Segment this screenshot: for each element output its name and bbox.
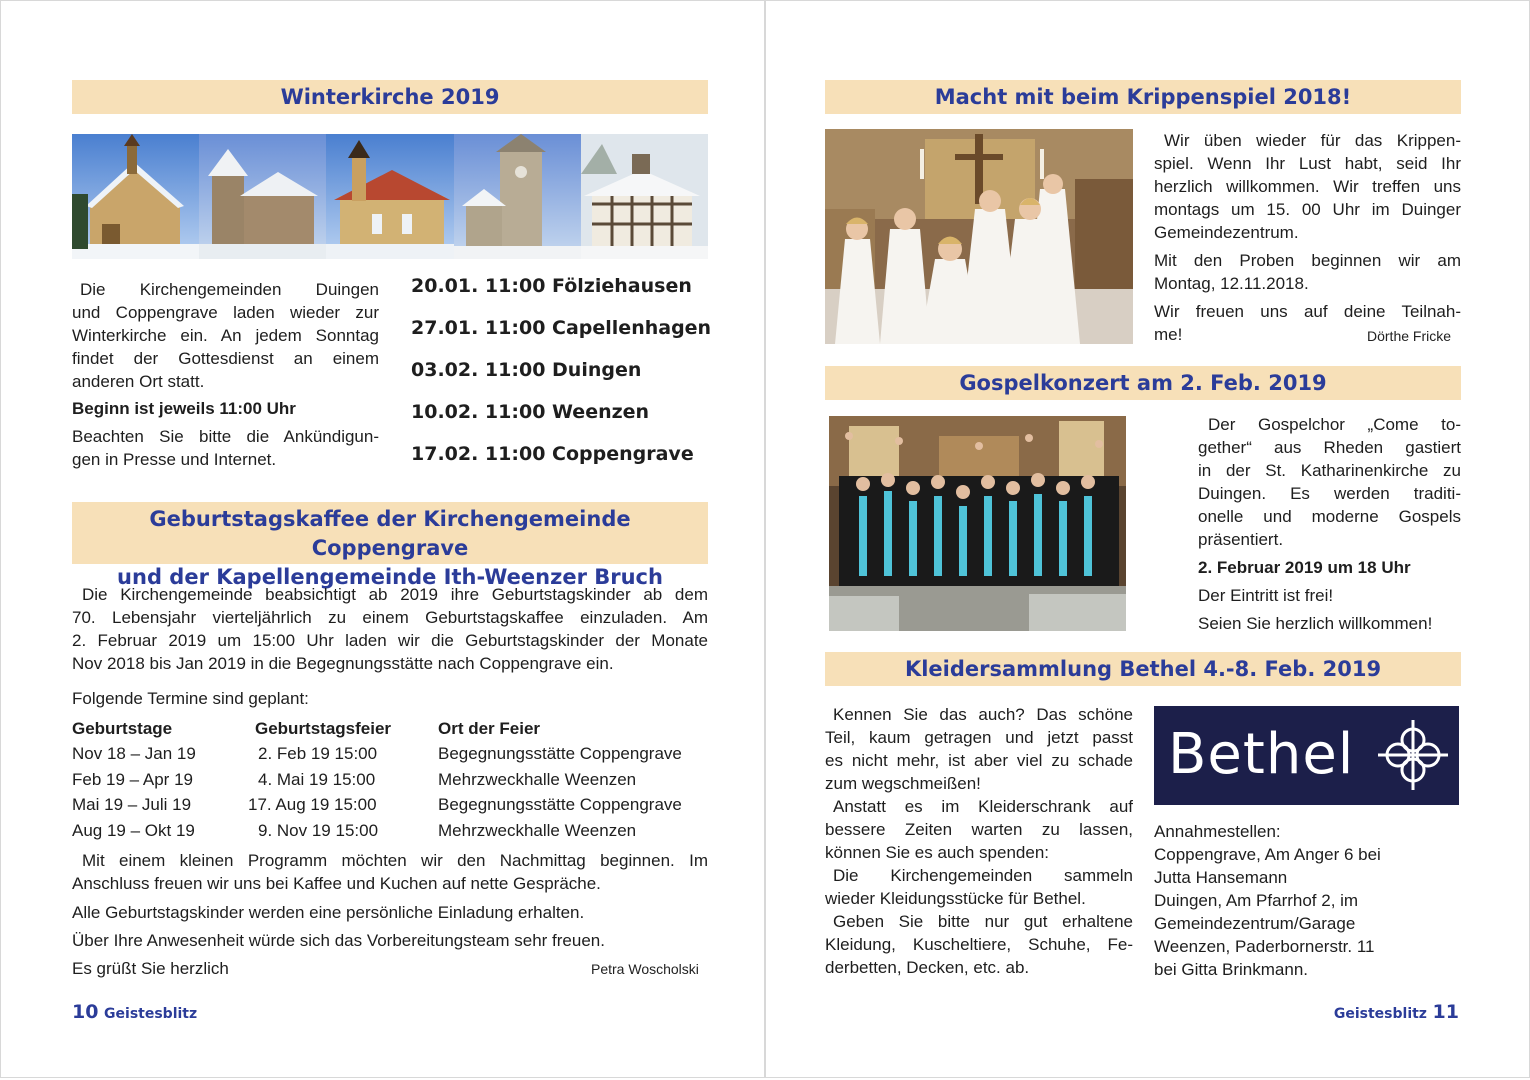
service-row: 17.02. 11:00 Coppengrave: [411, 443, 694, 465]
drop-off-locations: [1154, 820, 1461, 981]
text-line: Anschluss freuen wir uns bei Kaffee und Kuchen auf nette Gespräche.: [72, 874, 601, 893]
table-header-row: [72, 716, 682, 742]
program-text: [72, 849, 708, 895]
text-line: es nicht mehr, ist aber viel zu schade: [825, 751, 1133, 770]
text-line: me!: [1154, 325, 1183, 344]
column-header: Geburtstage: [72, 718, 173, 738]
choir-photo: [829, 416, 1126, 631]
text-line: Geben Sie bitte nur gut erhaltene: [833, 912, 1133, 931]
page-number: 10: [72, 1001, 99, 1023]
text-line: herzlich willkommen. Wir treffen uns: [1154, 177, 1461, 196]
table-cell: Begegnungsstätte Coppengrave: [438, 795, 682, 815]
children-photo: [825, 129, 1133, 344]
right-page: [765, 0, 1530, 1078]
page-number: 11: [1432, 1001, 1459, 1023]
gospel-choir-photo: [829, 416, 1126, 631]
title-line: und der Kapellengemeinde Ith-Weenzer Bruch: [117, 565, 663, 589]
bethel-logo: [1154, 706, 1459, 805]
page-footer: [1334, 1001, 1459, 1023]
greeting-text: Es grüßt Sie herzlich: [72, 959, 229, 978]
magazine-name: Geistesblitz: [1333, 1006, 1427, 1022]
text-line: Weenzen, Paderbornerstr. 11: [1154, 937, 1375, 956]
table-cell: Begegnungsstätte Coppengrave: [438, 744, 682, 764]
table-cell: 17. Aug 19 15:00: [248, 795, 377, 815]
text-line: Anstatt es im Kleiderschrank auf: [833, 797, 1133, 816]
begin-note: Beginn ist jeweils 11:00 Uhr: [72, 399, 296, 418]
magazine-name: Geistesblitz: [104, 1006, 198, 1022]
table-row: [72, 793, 682, 819]
table-row: [72, 767, 682, 793]
table-cell: 9. Nov 19 15:00: [258, 820, 379, 840]
text-line: Kennen Sie das auch? Das schöne: [833, 705, 1133, 724]
text-line: Duingen, Am Pfarrhof 2, im: [1154, 891, 1359, 910]
title-line: Geburtstagskaffee der Kirchengemeinde Coppengrave: [149, 507, 631, 560]
kleider-text: [825, 703, 1133, 979]
gospel-title: Gospelkonzert am 2. Feb. 2019: [825, 366, 1461, 400]
text-line: Coppengrave, Am Anger 6 bei: [1154, 845, 1381, 864]
winterkirche-intro: [72, 278, 379, 393]
text-line: und Coppengrave laden wieder zur: [72, 303, 379, 322]
text-line: Wir üben wieder für das Krippen-: [1164, 131, 1461, 150]
text-line: Beachten Sie bitte die Ankündigun-: [72, 427, 379, 446]
invitation-text: Alle Geburtstagskinder werden eine persönliche Einladung erhalten.: [72, 903, 585, 922]
table-cell: 4. Mai 19 15:00: [258, 769, 376, 789]
gospel-date: 2. Februar 2019 um 18 Uhr: [1198, 558, 1411, 577]
krippenspiel-start: [1154, 249, 1461, 295]
service-row: 20.01. 11:00 Fölziehausen: [411, 275, 692, 297]
text-line: Die Kirchengemeinde beabsichtigt ab 2019 ihre Geburtstagskinder ab dem: [82, 585, 708, 604]
notice-text: [72, 425, 379, 471]
service-row: 10.02. 11:00 Weenzen: [411, 401, 650, 423]
krippenspiel-title: Macht mit beim Krippenspiel 2018!: [825, 80, 1461, 114]
text-line: Mit den Proben beginnen wir am: [1154, 251, 1461, 270]
text-line: können Sie es auch spenden:: [825, 843, 1050, 862]
text-line: Wir freuen uns auf deine Teilnah-: [1154, 302, 1461, 321]
page-footer: [72, 1001, 197, 1023]
geburtstag-title: [72, 502, 708, 589]
left-page: [0, 0, 765, 1078]
table-cell: Nov 18 – Jan 19: [72, 744, 196, 764]
text-line: onelle und moderne Gospels: [1198, 507, 1461, 526]
column-header: Geburtstagsfeier: [255, 718, 392, 738]
bethel-cross-icon: [1376, 718, 1450, 792]
service-row: 27.01. 11:00 Capellenhagen: [411, 317, 712, 339]
text-line: bessere Zeiten warten zu lassen,: [825, 820, 1133, 839]
gospel-admission: Der Eintritt ist frei!: [1198, 586, 1334, 605]
table-cell: Aug 19 – Okt 19: [72, 820, 195, 840]
table-row: [72, 818, 682, 844]
gospel-welcome: Seien Sie herzlich willkommen!: [1198, 614, 1433, 633]
text-line: Winterkirche ein. An jedem Sonntag: [72, 326, 379, 345]
text-line: gether“ aus Rheden gastiert: [1198, 438, 1461, 457]
gospel-text: [1198, 413, 1461, 551]
signature: Dörthe Fricke: [1367, 328, 1452, 344]
geburtstag-intro: [72, 583, 708, 675]
table-cell: Mehrzweckhalle Weenzen: [438, 769, 637, 789]
churches-photo: [72, 134, 708, 259]
text-line: wieder Kleidungsstücke für Bethel.: [825, 889, 1086, 908]
table-cell: 2. Feb 19 15:00: [258, 744, 378, 764]
table-cell: Mai 19 – Juli 19: [72, 795, 192, 815]
text-line: Annahmestellen:: [1154, 822, 1281, 841]
service-row: 03.02. 11:00 Duingen: [411, 359, 642, 381]
text-line: Gemeindezentrum.: [1154, 223, 1299, 242]
text-line: spiel. Wenn Ihr Lust habt, seid Ihr: [1154, 154, 1461, 173]
text-line: Jutta Hansemann: [1154, 868, 1288, 887]
text-line: bei Gitta Brinkmann.: [1154, 960, 1309, 979]
text-line: Nov 2018 bis Jan 2019 in die Begegnungsstätte nach Coppengrave ein.: [72, 654, 614, 673]
krippenspiel-photo: [825, 129, 1133, 344]
column-header: Ort der Feier: [438, 718, 541, 738]
kleider-title: Kleidersammlung Bethel 4.-8. Feb. 2019: [825, 652, 1461, 686]
planned-label: Folgende Termine sind geplant:: [72, 689, 309, 708]
text-line: Gemeindezentrum/Garage: [1154, 914, 1356, 933]
text-line: gen in Presse und Internet.: [72, 450, 277, 469]
winterkirche-title: Winterkirche 2019: [72, 80, 708, 114]
table-cell: Feb 19 – Apr 19: [72, 769, 193, 789]
text-line: Montag, 12.11.2018.: [1154, 274, 1309, 293]
table-cell: Mehrzweckhalle Weenzen: [438, 820, 637, 840]
krippenspiel-text: [1154, 129, 1461, 244]
churches-photo-strip: [72, 134, 708, 259]
text-line: 2. Februar 2019 um 15:00 Uhr laden wir die Geburtstagskinder der Monate: [72, 631, 708, 650]
text-line: Die Kirchengemeinden sammeln: [833, 866, 1133, 885]
dates-table: [72, 716, 682, 844]
text-line: anderen Ort statt.: [72, 372, 205, 391]
text-line: findet der Gottesdienst an einem: [72, 349, 379, 368]
text-line: Die Kirchengemeinden Duingen: [80, 280, 379, 299]
text-line: derbetten, Decken, etc. ab.: [825, 958, 1030, 977]
text-line: Mit einem kleinen Programm möchten wir den Nachmittag beginnen. Im: [82, 851, 708, 870]
text-line: 70. Lebensjahr vierteljährlich zu einem Geburtstagskaffee einzuladen. Am: [72, 608, 708, 627]
bethel-logo-text: Bethel: [1168, 722, 1355, 787]
signature: Petra Woscholski: [591, 961, 699, 977]
text-line: zum wegschmeißen!: [825, 774, 981, 793]
table-row: [72, 742, 682, 768]
pleasure-text: Über Ihre Anwesenheit würde sich das Vorbereitungsteam sehr freuen.: [72, 931, 605, 950]
text-line: in der St. Katharinenkirche zu: [1198, 461, 1461, 480]
text-line: Duingen. Es werden traditi-: [1198, 484, 1461, 503]
text-line: präsentiert.: [1198, 530, 1284, 549]
text-line: montags um 15. 00 Uhr im Duinger: [1154, 200, 1461, 219]
text-line: Teil, kaum getragen und jetzt passt: [825, 728, 1133, 747]
text-line: Kleidung, Kuscheltiere, Schuhe, Fe-: [825, 935, 1133, 954]
text-line: Der Gospelchor „Come to-: [1208, 415, 1461, 434]
